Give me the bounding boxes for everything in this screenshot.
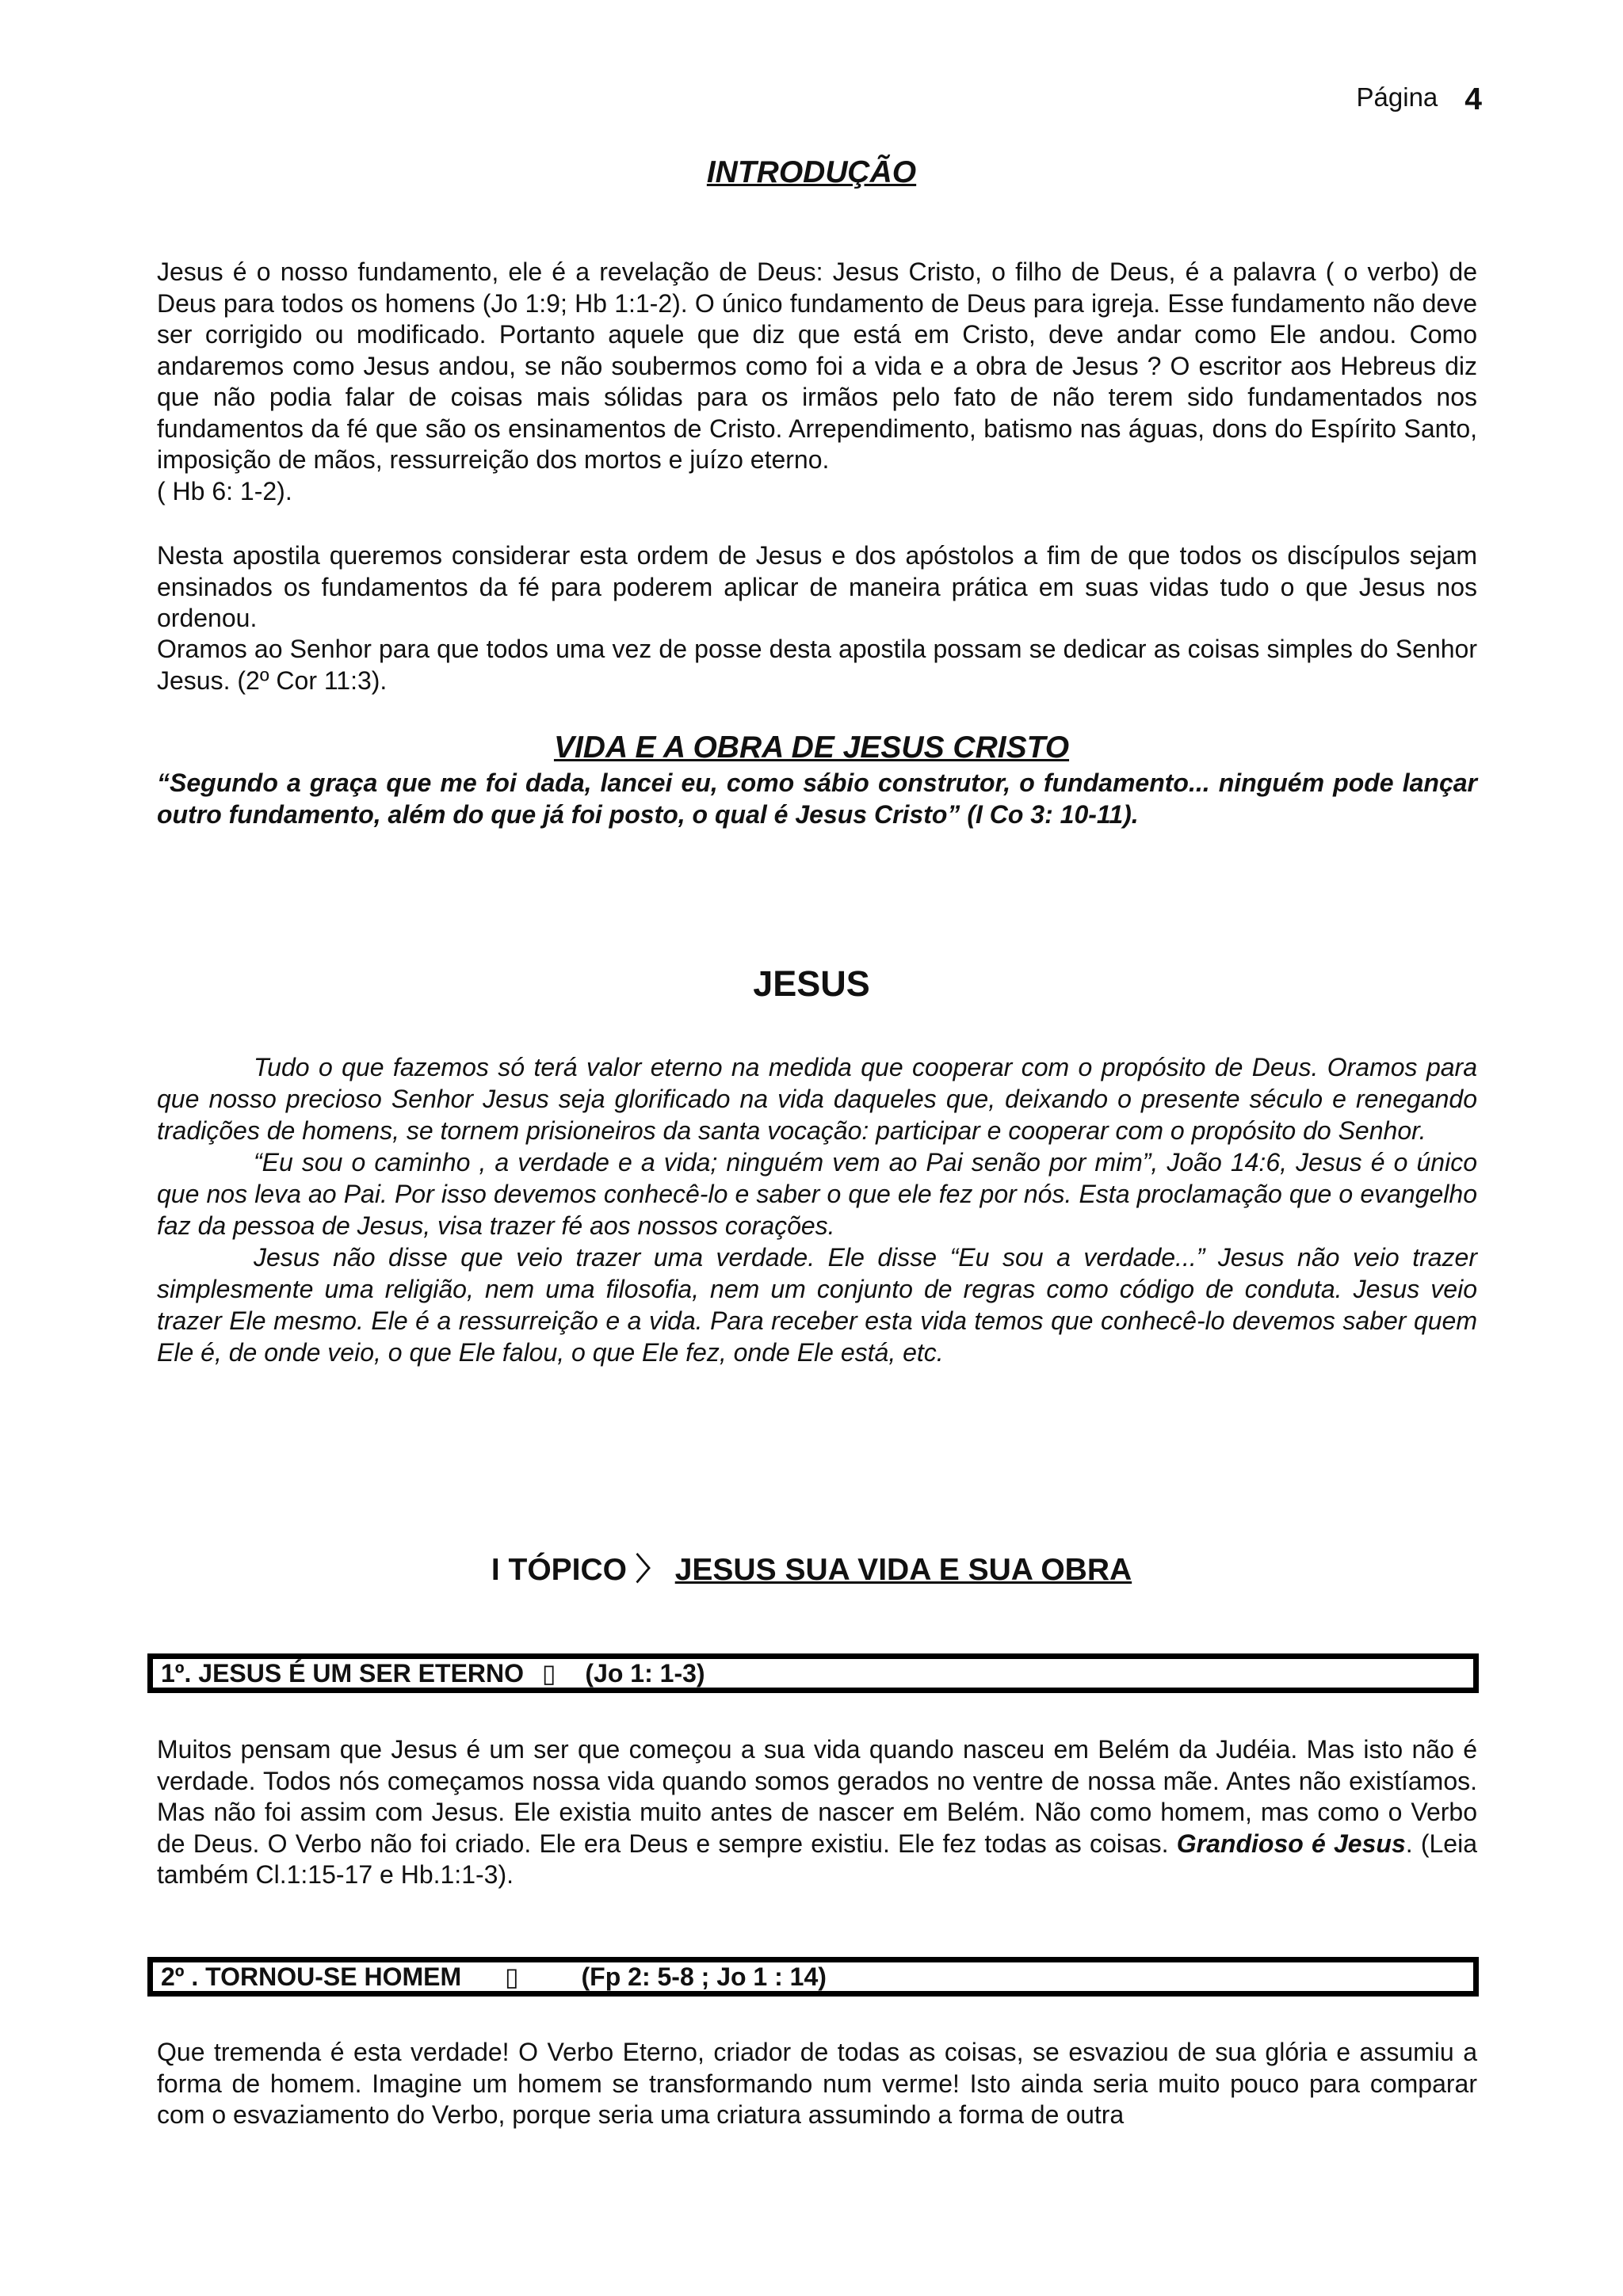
jesus-text	[157, 1051, 1477, 1368]
intro-title: INTRODUÇÃO	[706, 155, 917, 189]
jesus-paragraph-3: Jesus não disse que veio trazer uma verdade. Ele disse “Eu sou a verdade...” Jesus não veio trazer simplesmente uma religião, nem uma filosofia, nem um conjunto de regras como código de conduta. Jesus veio trazer Ele mesmo. Ele é a ressurreição e a vida. Para receber esta vida temos que conhecê-lo devemos saber quem Ele é, de onde veio, o que Ele falou, o que Ele fez, onde Ele está, etc.	[157, 1243, 1477, 1367]
section-1-text-end: . (Leia também Cl.1:15-17 e Hb.1:1-3).	[157, 1829, 1478, 1889]
topic-main-title: JESUS SUA VIDA E SUA OBRA	[674, 1553, 1132, 1587]
section-2-glyph-icon: ▯	[505, 1962, 519, 1991]
topic-title	[0, 1545, 1623, 1589]
jesus-title: JESUS	[753, 963, 870, 1004]
intro-paragraph-1-text: Jesus é o nosso fundamento, ele é a revelação de Deus: Jesus Cristo, o filho de Deus, é a palavra ( o verbo) de Deus para todos os homens (Jo 1:9; Hb 1:1-2). O único fundamento de Deus para igreja. Esse fundamento não deve ser corrigido ou modificado. Portanto aquele que diz que está em Cristo, deve andar como Ele andou. Como andaremos como Jesus andou, se não soubermos como foi a vida e a obra de Jesus ? O escritor aos Hebreus diz que não podia falar de coisas mais sólidas para os irmãos pelo fato de não terem sido fundamentados nos fundamentos da fé que são os ensinamentos de Cristo. Arrependimento, batismo nas águas, dons do Espírito Santo, imposição de mãos, ressurreição dos mortos e juízo eterno.	[157, 257, 1477, 474]
section-1-heading: 1º. JESUS É UM SER ETERNO	[161, 1659, 525, 1688]
topic-prefix: I TÓPICO	[491, 1553, 628, 1587]
jesus-paragraph-2: “Eu sou o caminho , a verdade e a vida; ninguém vem ao Pai senão por mim”, João 14:6, Jesus é o único que nos leva ao Pai. Por isso devemos conhecê-lo e saber o que ele fez por nós. Esta proclamação que o evangelho faz da pessoa de Jesus, visa trazer fé aos nossos corações.	[157, 1148, 1477, 1240]
page-number	[1357, 79, 1482, 114]
topic-arrow-icon: 〉	[635, 1553, 666, 1587]
intro-paragraph-2: Nesta apostila queremos considerar esta ordem de Jesus e dos apóstolos a fim de que todos os discípulos sejam ensinados os fundamentos da fé para poderem aplicar de maneira prática em suas vidas tudo o que Jesus nos ordenou.	[157, 541, 1477, 632]
section-2-heading-box	[147, 1957, 1479, 1997]
page-number-value: 4	[1465, 82, 1482, 116]
section-2-heading: 2º . TORNOU-SE HOMEM	[161, 1962, 462, 1991]
intro-paragraph-3: Oramos ao Senhor para que todos uma vez de posse desta apostila possam se dedicar as coisas simples do Senhor Jesus. (2º Cor 11:3).	[157, 635, 1477, 695]
section-2-paragraph: Que tremenda é esta verdade! O Verbo Eterno, criador de todas as coisas, se esvaziou de sua glória e assumiu a forma de homem. Imagine um homem se transformando num verme! Isto ainda seria muito pouco para comparar com o esvaziamento do Verbo, porque seria uma criatura assumindo a forma de outra	[157, 2038, 1477, 2129]
intro-paragraph-1-ref: ( Hb 6: 1-2).	[157, 476, 292, 505]
section-2-ref: (Fp 2: 5-8 ; Jo 1 : 14)	[581, 1962, 827, 1991]
page-label: Página	[1356, 82, 1438, 112]
vida-obra-title: VIDA E A OBRA DE JESUS CRISTO	[553, 730, 1070, 765]
section-1-ref: (Jo 1: 1-3)	[585, 1659, 705, 1688]
section-1-glyph-icon: ▯	[541, 1659, 556, 1688]
section-1-emphasis: Grandioso é Jesus	[1176, 1829, 1406, 1858]
intro-paragraph-1	[157, 257, 1477, 507]
section-1-text: Muitos pensam que Jesus é um ser que começou a sua vida quando nasceu em Belém da Judéia. Mas isto não é verdade. Todos nós começamos nossa vida quando somos gerados no ventre de nossa mãe. Antes não existíamos. Mas não foi assim com Jesus. Ele existia muito antes de nascer em Belém. Não como homem, mas como o Verbo de Deus. O Verbo não foi criado. Ele era Deus e sempre existiu. Ele fez todas as coisas.	[157, 1735, 1477, 1858]
jesus-paragraph-1: Tudo o que fazemos só terá valor eterno na medida que cooperar com o propósito de Deus. Oramos para que nosso precioso Senhor Jesus seja glorificado na vida daqueles que, deixando o presente século e renegando tradições de homens, se tornem prisioneiros da santa vocação: participar e cooperar com o propósito do Senhor.	[157, 1053, 1477, 1145]
section-1-paragraph	[157, 1734, 1477, 1891]
vida-obra-quote: “Segundo a graça que me foi dada, lancei eu, como sábio construtor, o fundamento... ninguém pode lançar outro fundamento, além do que já foi posto, o qual é Jesus Cristo” (I Co 3: 10-11).	[157, 769, 1477, 829]
section-1-heading-box	[147, 1653, 1479, 1693]
